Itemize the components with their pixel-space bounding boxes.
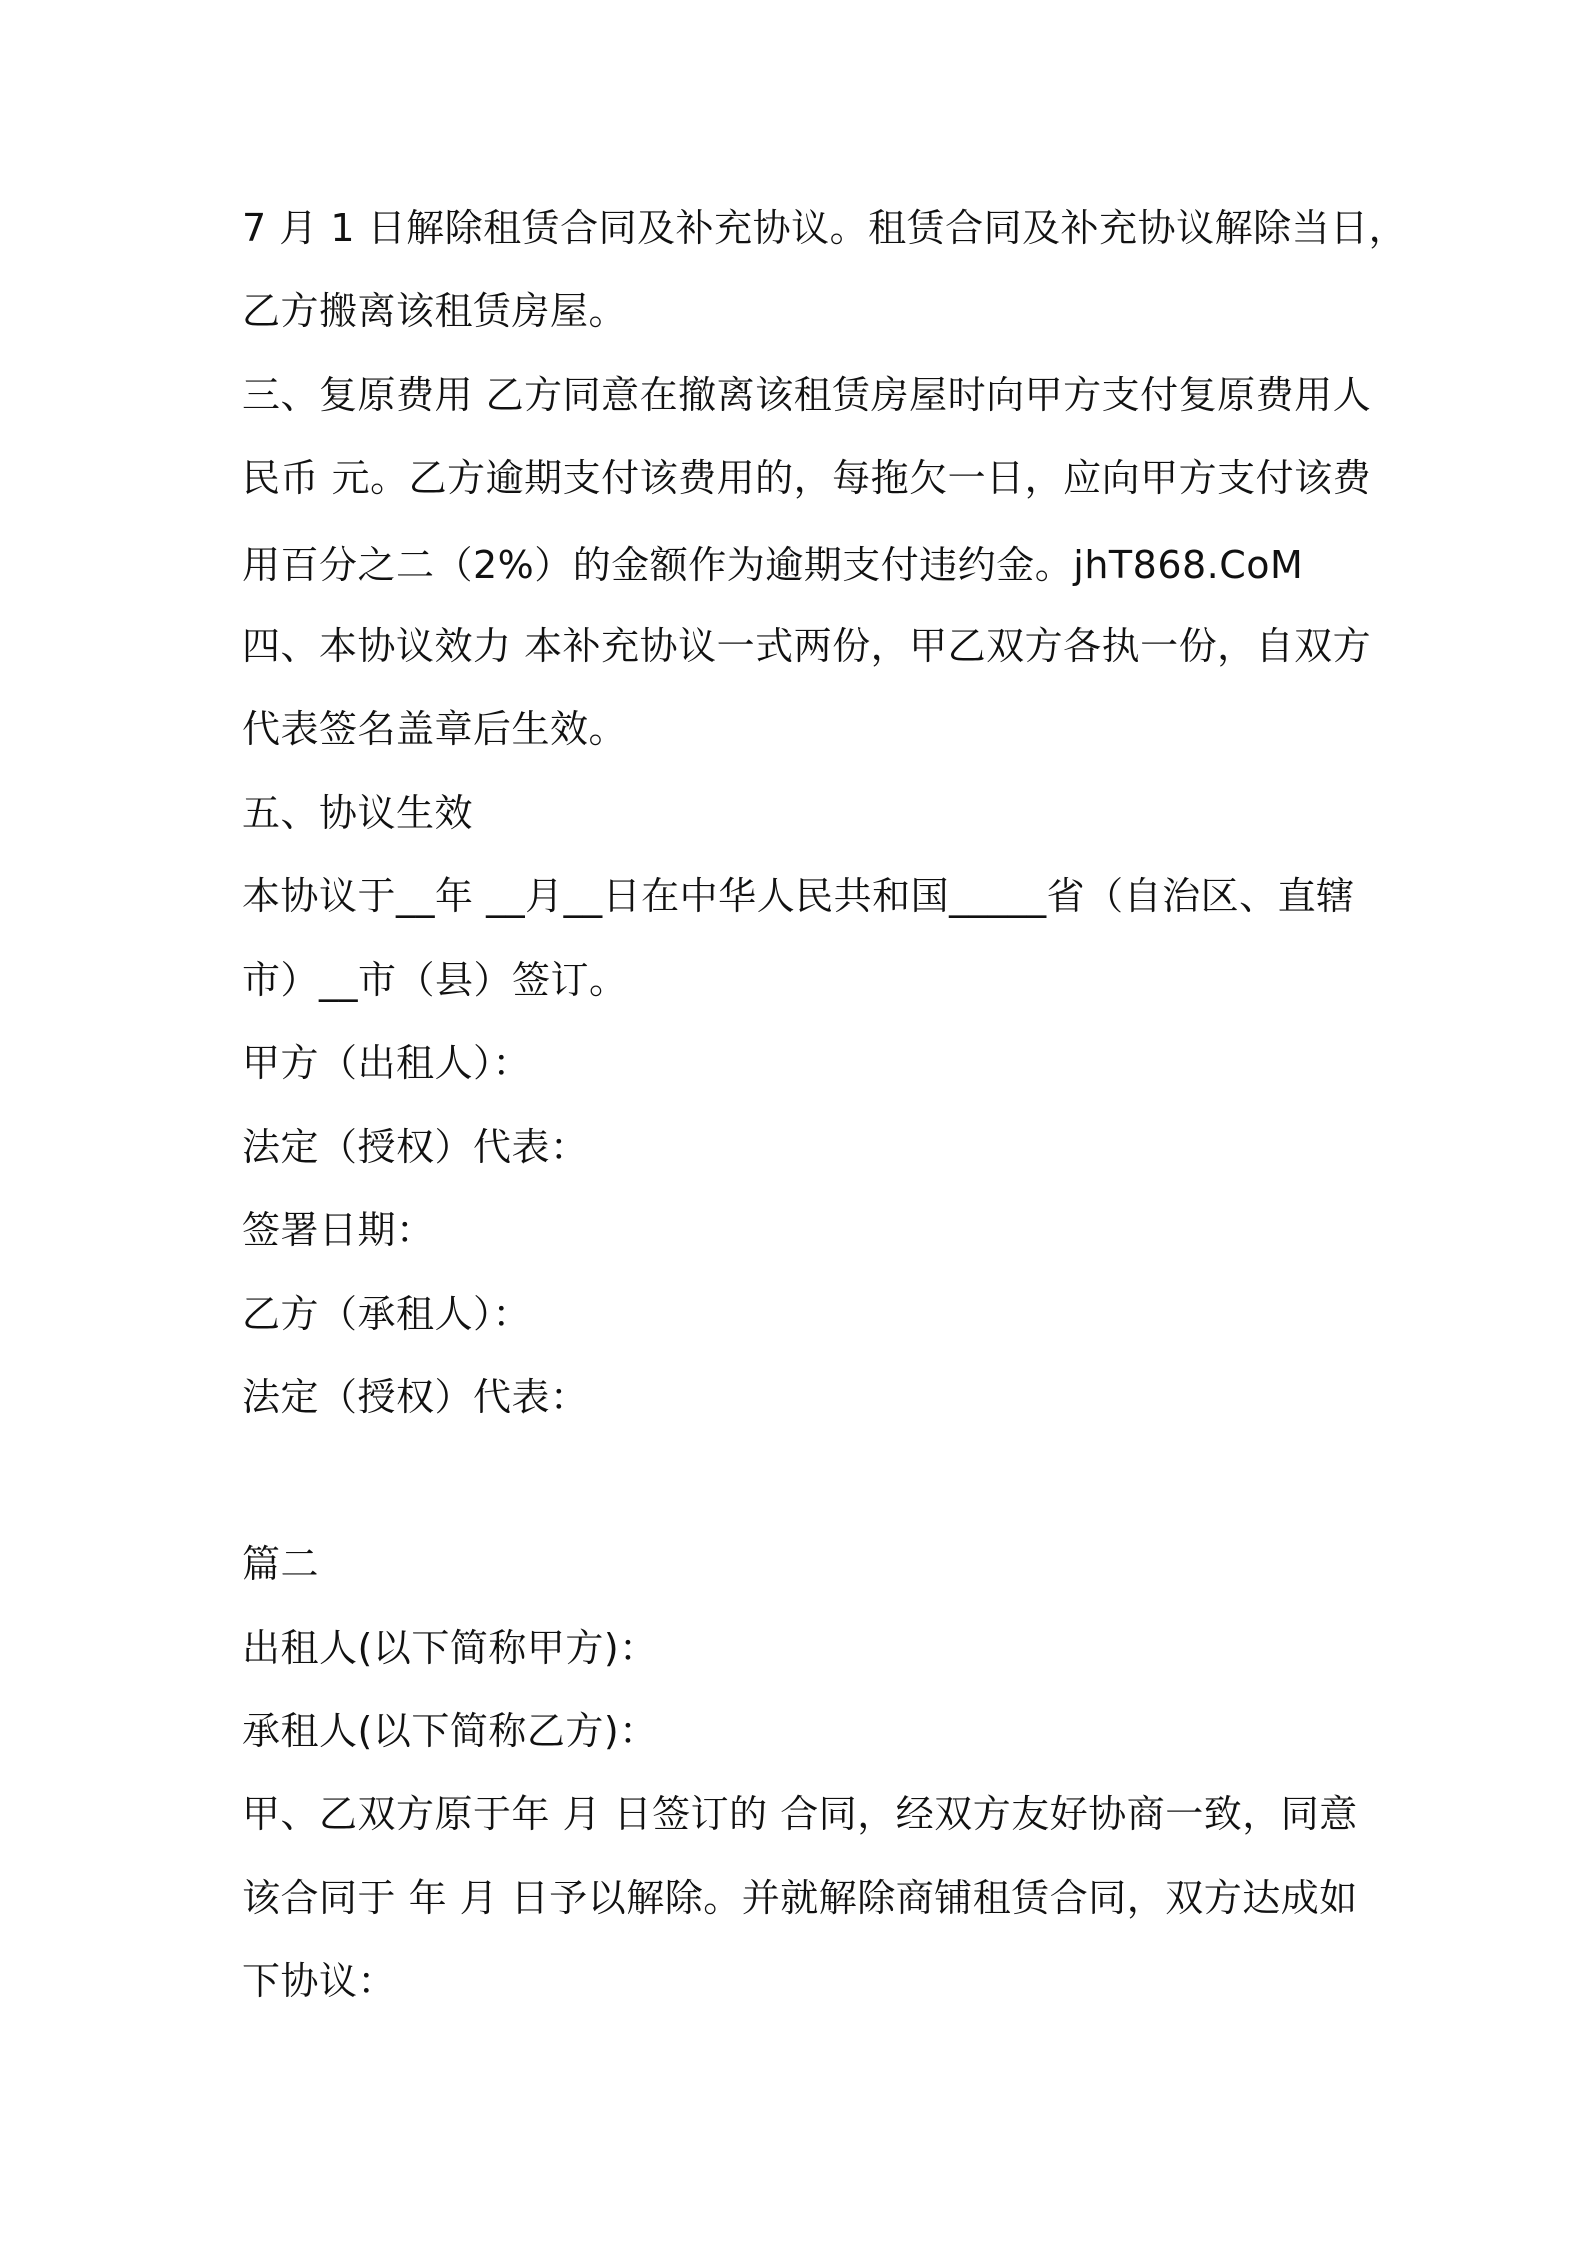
text-line: 用百分之二（2%）的金额作为逾期支付违约金。jhT868.CoM: [242, 543, 1304, 587]
text-line: 7 月 1 日解除租赁合同及补充协议。租赁合同及补充协议解除当日，: [242, 206, 1408, 250]
section-four-heading: 四、本协议效力 本补充协议一式两份，甲乙双方各执一份，自双方: [242, 624, 1372, 668]
lessee-label: 承租人(以下简称乙方)：: [242, 1709, 658, 1753]
signing-date-label: 签署日期：: [242, 1208, 435, 1252]
party-b-representative-label: 法定（授权）代表：: [242, 1375, 589, 1419]
text-line: 民币 元。乙方逾期支付该费用的，每拖欠一日，应向甲方支付该费: [242, 456, 1372, 500]
text-line: 甲、乙双方原于年 月 日签订的 合同，经双方友好协商一致，同意: [242, 1792, 1358, 1836]
text-line: 乙方搬离该租赁房屋。: [242, 289, 628, 333]
text-line: 本协议于__年 __月__日在中华人民共和国_____省（自治区、直辖: [242, 874, 1355, 918]
lessor-label: 出租人(以下简称甲方)：: [242, 1626, 658, 1670]
section-three-heading: 三、复原费用 乙方同意在撤离该租赁房屋时向甲方支付复原费用人: [242, 373, 1372, 417]
party-a-label: 甲方（出租人）：: [242, 1041, 532, 1085]
party-b-label: 乙方（承租人）：: [242, 1292, 532, 1336]
text-line: 代表签名盖章后生效。: [242, 707, 628, 751]
party-a-representative-label: 法定（授权）代表：: [242, 1125, 589, 1169]
text-line: 该合同于 年 月 日予以解除。并就解除商铺租赁合同，双方达成如: [242, 1876, 1358, 1920]
section-five-heading: 五、协议生效: [242, 791, 474, 835]
part-two-heading: 篇二: [242, 1542, 320, 1586]
text-line: 下协议：: [242, 1959, 397, 2003]
text-line: 市）__市（县）签订。: [242, 958, 628, 1002]
